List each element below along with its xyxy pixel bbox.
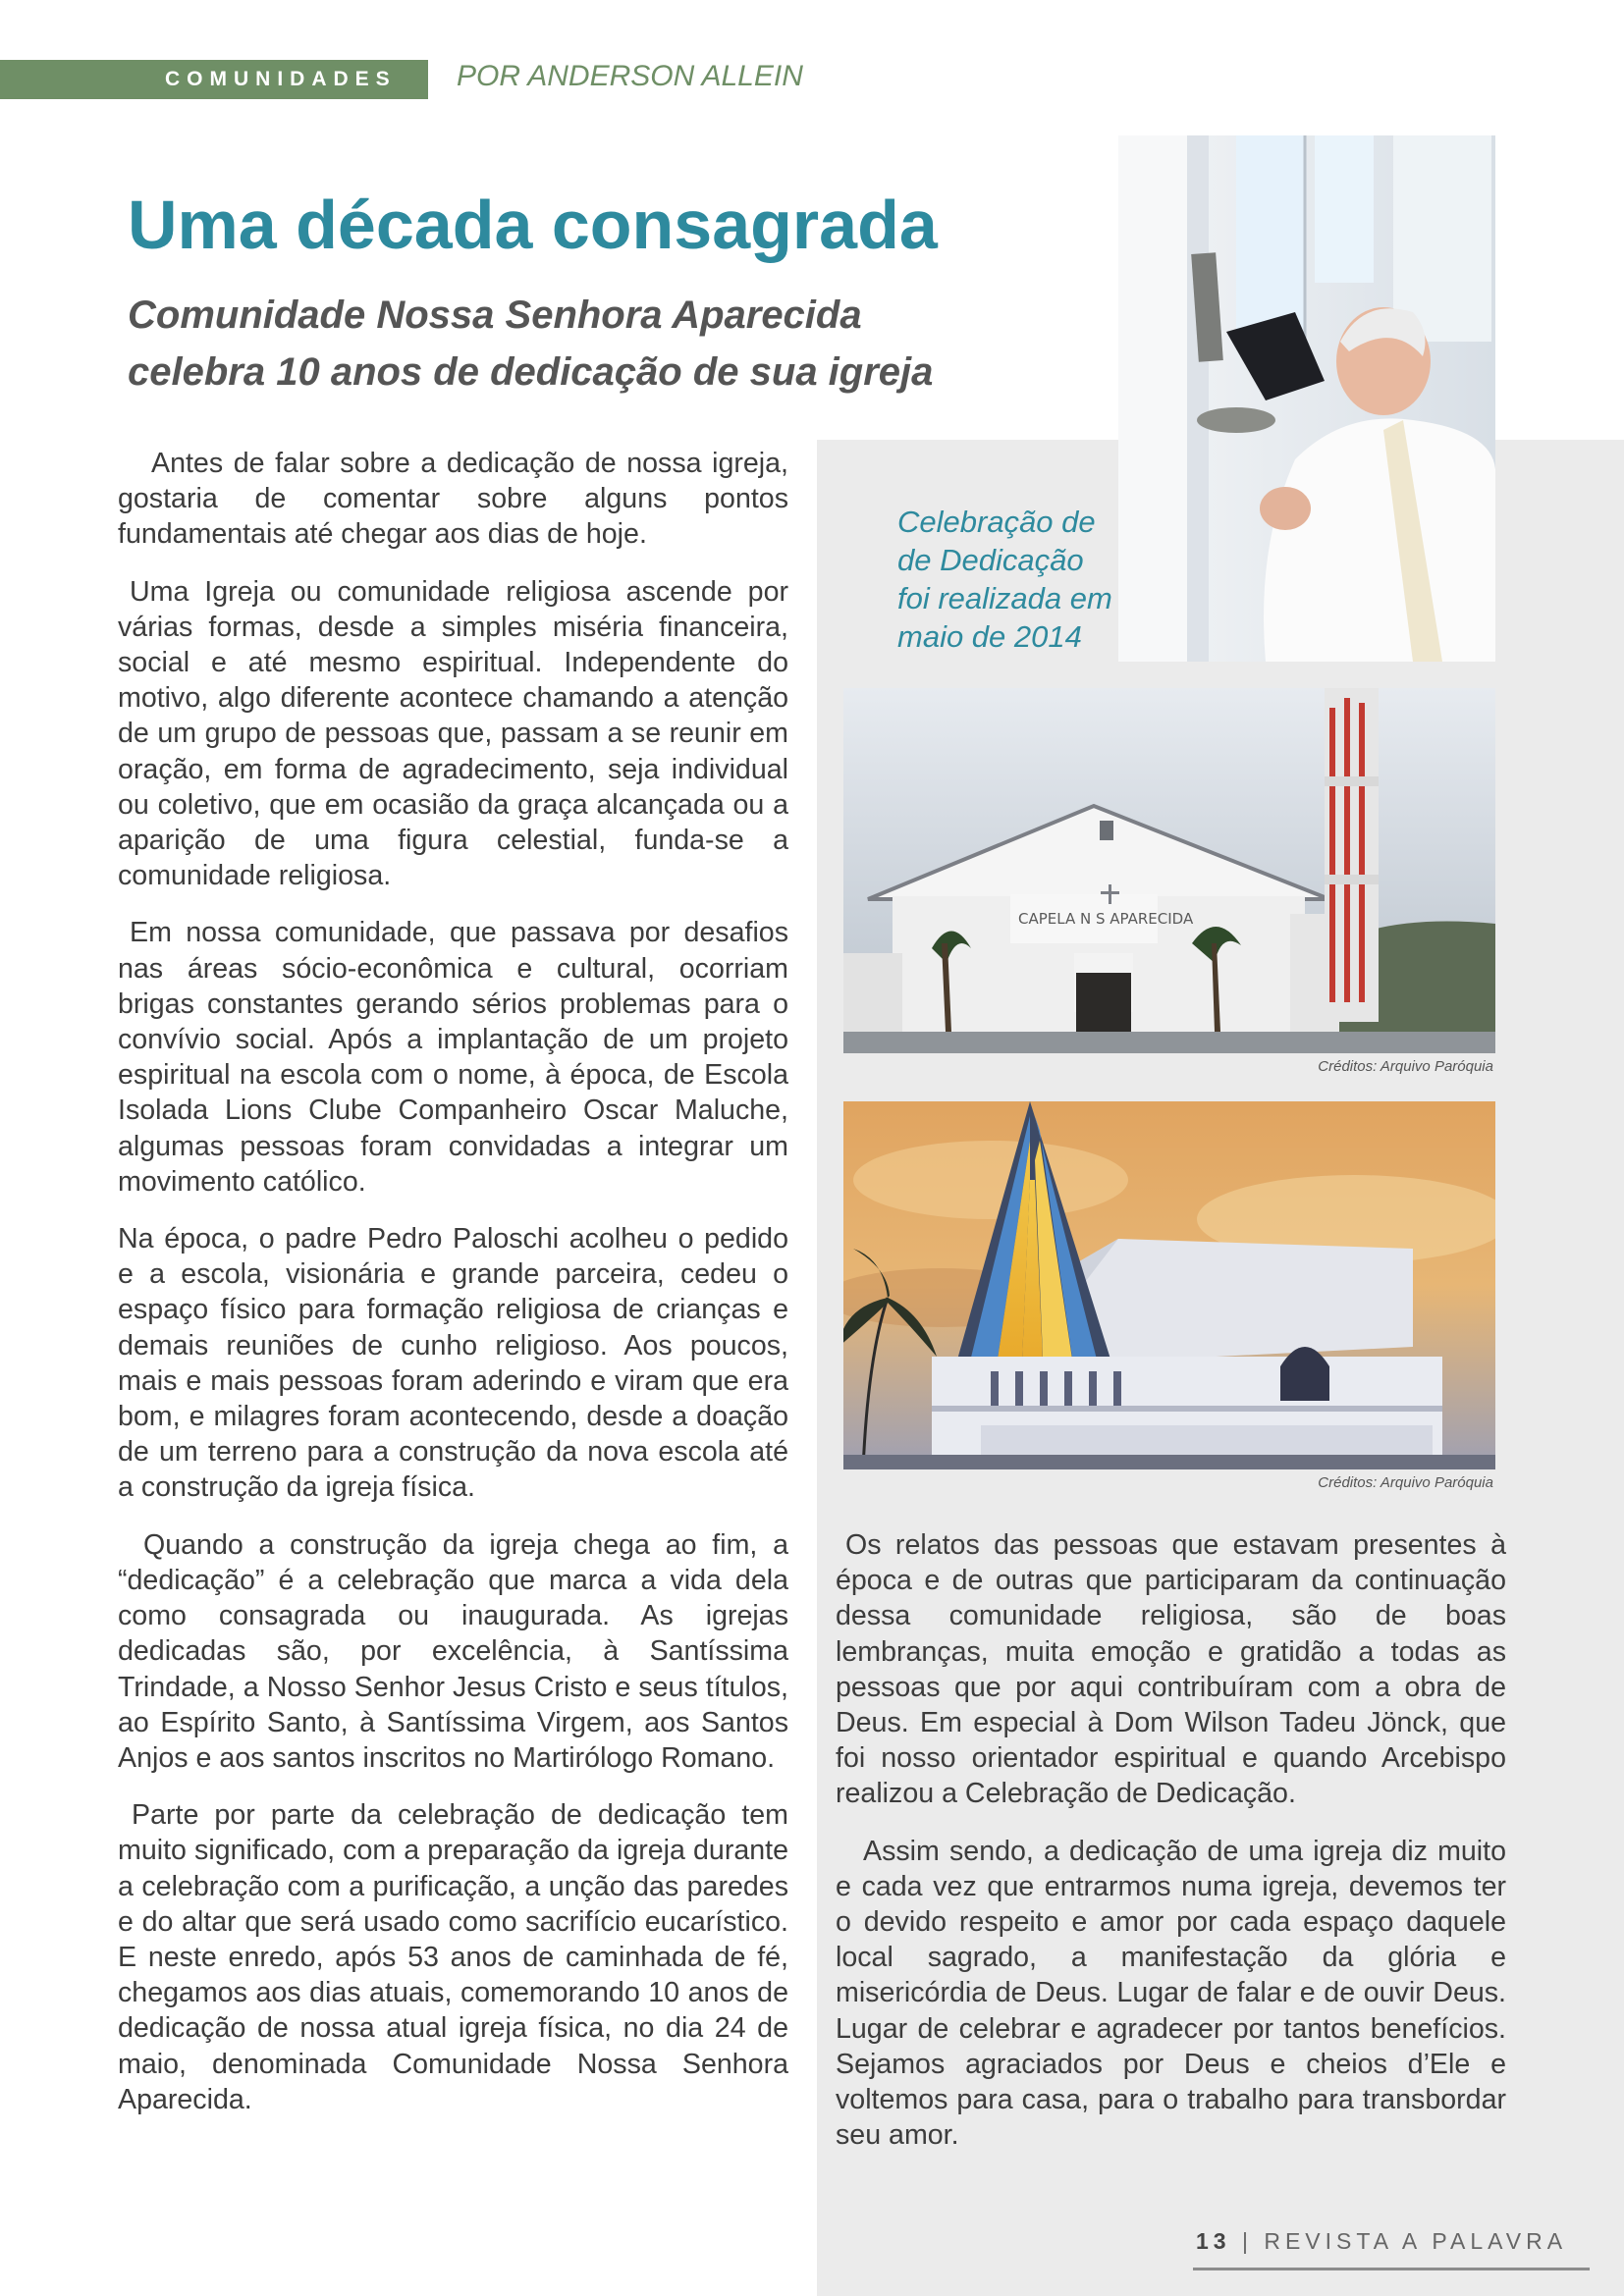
paragraph: Uma Igreja ou comunidade religiosa ascende por várias formas, desde a simples miséria financeira, social e até mesmo espiritual. Independente do motivo, algo diferente acontece chamando a atenção de um grupo de pessoas que, passam a se reunir em oração, em forma de agradecimento, seja individual ou coletivo, que em ocasião da graça alcançada ou a aparição de uma figura celestial, funda-se a comunidade religiosa.	[118, 575, 788, 892]
magazine-name: REVISTA A PALAVRA	[1264, 2228, 1568, 2254]
footer-rule	[1193, 2268, 1590, 2270]
chapel-sign-text: CAPELA N S APARECIDA	[1018, 910, 1194, 928]
paragraph: Quando a construção da igreja chega ao fim, a “dedicação” é a celebração que marca a vida dela como consagrada ou inaugurada. As igrejas dedicadas são, por excelência, à Santíssima Trindade, a Nosso Senhor Jesus Cristo e seus títulos, ao Espírito Santo, à Santíssima Virgem, aos Santos Anjos e aos santos inscritos no Martirólogo Romano.	[118, 1528, 788, 1774]
priest-dedication-photo	[1118, 135, 1495, 662]
section-label: COMUNIDADES	[165, 68, 397, 90]
right-text-column	[836, 1527, 1506, 2174]
author-byline: POR ANDERSON ALLEIN	[457, 60, 803, 92]
page-footer	[1196, 2228, 1567, 2255]
photo-caption: Celebração de de Dedicação foi realizada em maio de 2014	[897, 505, 1112, 654]
article-title: Uma década consagrada	[128, 187, 938, 263]
paragraph: Assim sendo, a dedicação de uma igreja diz muito e cada vez que entrarmos numa igreja, devemos ter o devido respeito e amor por cada espaço daquele local sagrado, a manifestação da glória e misericórdia de Deus. Lugar de falar e de ouvir Deus. Lugar de celebrar e agradecer por tantos benefícios. Sejamos agraciados por Deus e cheios d’Ele e voltemos para casa, para o trabalho para transbordar seu amor.	[836, 1835, 1506, 2152]
article-subtitle: Comunidade Nossa Senhora Aparecida celebra 10 anos de dedicação de sua igreja	[128, 294, 934, 394]
paragraph: Os relatos das pessoas que estavam presentes à época e de outras que participaram da continuação dessa comunidade religiosa, são de boas lembranças, muita emoção e gratidão a todas as pessoas que por aqui contribuíram com a obra de Deus. Em especial à Dom Wilson Tadeu Jönck, que foi nosso orientador espiritual e quando Arcebispo realizou a Celebração de Dedicação.	[836, 1529, 1506, 1810]
old-chapel-photo	[843, 688, 1495, 1053]
photo-credit: Créditos: Arquivo Paróquia	[1318, 1474, 1493, 1491]
paragraph: Em nossa comunidade, que passava por desafios nas áreas sócio-econômica e cultural, ocorriam brigas constantes gerando sérios problemas para o convívio social. Após a implantação de um projeto espiritual na escola com o nome, à época, de Escola Isolada Lions Clube Companheiro Oscar Maluche, algumas pessoas foram convidadas a integrar um movimento católico.	[118, 917, 788, 1198]
paragraph: Antes de falar sobre a dedicação de nossa igreja, gostaria de comentar sobre alguns pontos fundamentais até chegar aos dias de hoje.	[118, 448, 788, 551]
left-text-column	[118, 446, 788, 2139]
new-church-photo	[843, 1101, 1495, 1469]
footer-separator: |	[1241, 2228, 1253, 2254]
photo-credit: Créditos: Arquivo Paróquia	[1318, 1058, 1493, 1075]
page-number: 13	[1196, 2228, 1231, 2254]
paragraph: Na época, o padre Pedro Paloschi acolheu o pedido e a escola, visionária e grande parceira, cedeu o espaço físico para formação religiosa de crianças e demais reuniões de cunho religioso. Aos poucos, mais e mais pessoas foram aderindo e viram que era bom, e milagres foram acontecendo, desde a doação de um terreno para a construção da nova escola até a construção da igreja física.	[118, 1223, 788, 1504]
paragraph: Parte por parte da celebração de dedicação tem muito significado, com a preparação da igreja durante a celebração com a purificação, a unção das paredes e do altar que será usado como sacrifício eucarístico. E neste enredo, após 53 anos de caminhada de fé, chegamos aos dias atuais, comemorando 10 anos de dedicação de nossa atual igreja física, no dia 24 de maio, denominada Comunidade Nossa Senhora Aparecida.	[118, 1799, 788, 2115]
